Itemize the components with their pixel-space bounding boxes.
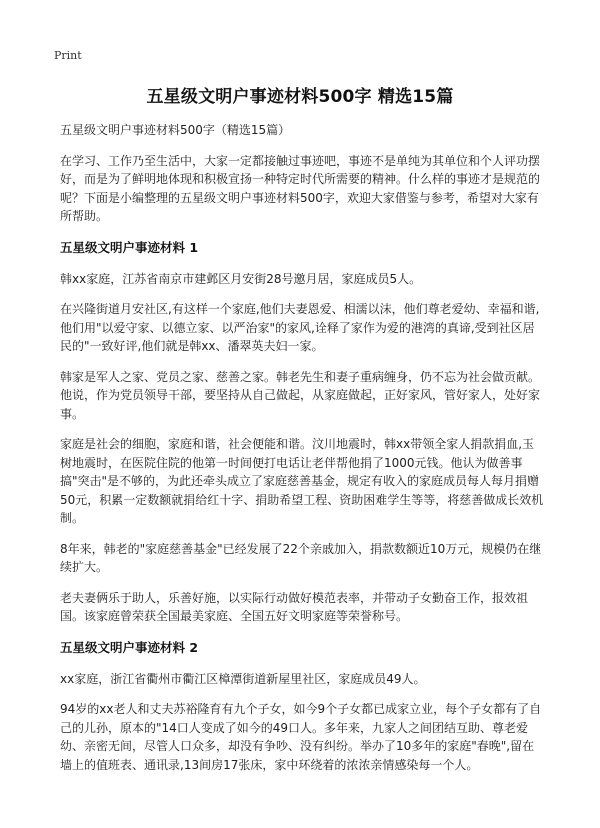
print-link[interactable]: Print [54, 49, 82, 62]
section-2 [60, 638, 546, 775]
article-body [60, 121, 546, 786]
paragraph: 老夫妻俩乐于助人，乐善好施，以实际行动做好模范表率，并带动子女勤奋工作，报效祖国。该家庭曾荣获全国最美家庭、全国五好文明家庭等荣誉称号。 [60, 590, 529, 623]
paragraph: 在兴隆街道月安社区,有这样一个家庭,他们夫妻恩爱、相濡以沫，他们尊老爱幼、幸福和谐,他们用"以爱守家、以德立家、以严治家"的家风,诠释了家作为爱的港湾的真谛,受到社区居民的"一致好评,他们就是韩xx、潘翠英夫妇一家。 [60, 302, 540, 353]
paragraph: 8年来，韩老的"家庭慈善基金"已经发展了22个亲戚加入，捐款数额近10万元，规模仍在继续扩大。 [60, 541, 542, 574]
section-heading: 五星级文明户事迹材料 2 [60, 639, 199, 655]
article-subtitle: 五星级文明户事迹材料500字（精选15篇） [60, 123, 291, 137]
paragraph: 韩xx家庭，江苏省南京市建邺区月安街28号邀月居，家庭成员5人。 [60, 271, 422, 286]
paragraph: xx家庭，浙江省衢州市衢江区樟潭街道新屋里社区，家庭成员49人。 [60, 671, 426, 686]
section-1 [60, 238, 546, 626]
paragraph: 家庭是社会的细胞，家庭和谐，社会便能和谐。汶川地震时，韩xx带领全家人捐款捐血,玉树地震时，在医院住院的他第一时间便打电话让老伴帮他捐了1000元钱。他认为做善事搞"突击"是不够的，为此还牵头成立了家庭慈善基金，规定有收入的家庭成员每人每月捐赠50元，积累一定数额就捐给红十字、捐助希望工程、资助困难学生等等，将慈善做成长效机制。 [60, 437, 544, 525]
intro-paragraph: 在学习、工作乃至生活中，大家一定都接触过事迹吧，事迹不是单纯为其单位和个人评功摆好，而是为了鲜明地体现和积极宣扬一种特定时代所需要的精神。什么样的事迹才是规范的呢？下面是小编整理的五星级文明户事迹材料500字，欢迎大家借鉴与参考，希望对大家有所帮助。 [60, 153, 541, 223]
paragraph: 韩家是军人之家、党员之家、慈善之家。韩老先生和妻子重病缠身，仍不忘为社会做贡献。他说，作为党员领导干部，要坚持从自己做起，从家庭做起，正好家风，管好家人，处好家事。 [60, 369, 541, 421]
paragraph: 94岁的xx老人和丈夫苏裕隆育有九个子女，如今9个子女都已成家立业，每个子女都有了自己的儿孙，原本的"14口人变成了如今的49口人。多年来，九家人之间团结互助、尊老爱幼、亲密无间，尽管人口众多，却没有争吵、没有纠纷。举办了10多年的家庭"春晚",留在墙上的值班表、通讯录,13间房17张床，家中环绕着的浓浓亲情感染每一个人。 [60, 702, 542, 772]
page-title: 五星级文明户事迹材料500字 精选15篇 [146, 87, 454, 107]
section-heading: 五星级文明户事迹材料 1 [60, 239, 199, 255]
